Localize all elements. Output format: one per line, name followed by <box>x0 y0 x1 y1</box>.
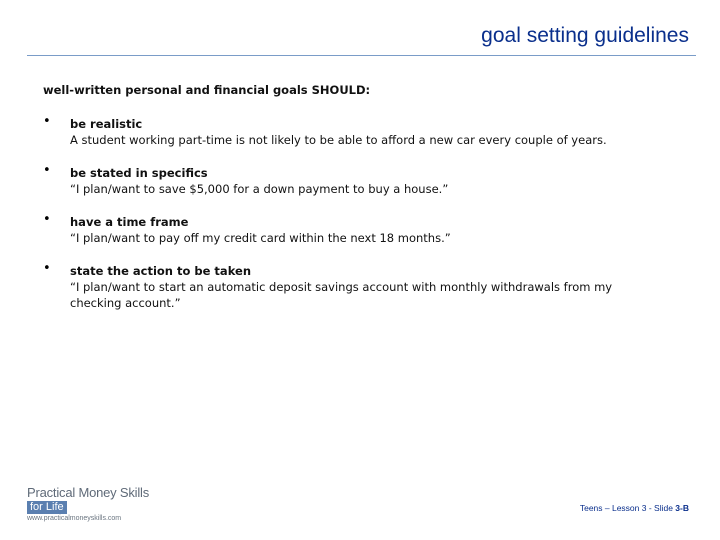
slide-number: 3-B <box>675 503 689 513</box>
bullet-icon: • <box>43 261 51 276</box>
item-text: “I plan/want to pay off my credit card within the next 18 months.” <box>70 231 451 245</box>
bullet-icon: • <box>43 163 51 178</box>
item-heading: have a time frame <box>70 215 189 229</box>
list-item <box>43 165 663 197</box>
item-text: A student working part-time is not likely to be able to afford a new car every couple of years. <box>70 133 607 147</box>
item-heading: be realistic <box>70 117 143 131</box>
brand-logo <box>27 486 157 522</box>
item-heading: state the action to be taken <box>70 264 252 278</box>
list-item <box>43 263 663 311</box>
bullet-icon: • <box>43 114 51 129</box>
title-divider <box>27 55 696 56</box>
slide-title: goal setting guidelines <box>481 24 689 47</box>
guideline-list <box>43 116 663 328</box>
list-item <box>43 116 663 148</box>
intro-heading: well-written personal and financial goals SHOULD: <box>43 83 371 97</box>
logo-title: Practical Money Skills <box>27 485 150 500</box>
logo-url: www.practicalmoneyskills.com <box>27 515 122 522</box>
list-item <box>43 214 663 246</box>
logo-tagline: for Life <box>27 501 67 514</box>
item-heading: be stated in specifics <box>70 166 208 180</box>
slide-footer <box>580 503 689 513</box>
item-text: “I plan/want to start an automatic deposit savings account with monthly withdrawals from my checking account.” <box>70 280 613 310</box>
bullet-icon: • <box>43 212 51 227</box>
item-text: “I plan/want to save $5,000 for a down payment to buy a house.” <box>70 182 449 196</box>
footer-label: Teens – Lesson 3 - Slide <box>579 503 676 513</box>
